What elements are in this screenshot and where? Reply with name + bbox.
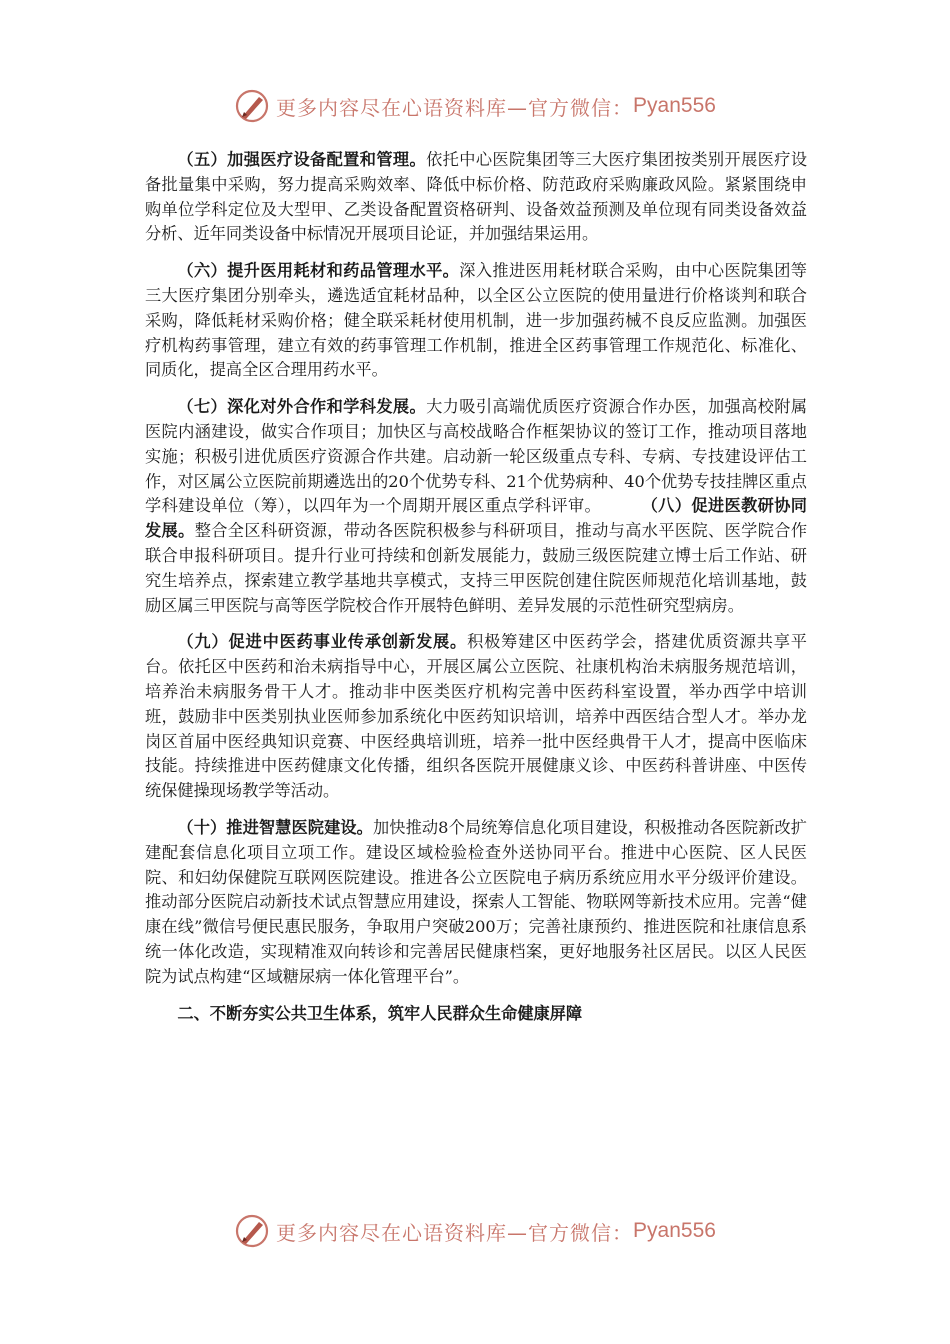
paragraph-8-heading: （八）促进医教研协同发展。	[145, 496, 807, 541]
paragraph-7-body: 大力吸引高端优质医疗资源合作办医，加强高校附属医院内涵建设，做实合作项目；加快区与高校战略合作框架协议的签订工作，推动项目落地实施；积极引进优质医疗资源合作共建。启动新一轮区级重点专科、专病、专技建设评估工作，对区属公立医院前期遴选出的20个优势专科、21个优势病种、40个优势专技挂牌区重点学科建设单位（筹），以四年为一个周期开展区重点学科评审。	[145, 397, 808, 516]
paragraph-7-heading: （七）深化对外合作和学科发展。	[177, 397, 427, 417]
section-heading: 二、不断夯实公共卫生体系，筑牢人民群众生命健康屏障	[177, 1003, 583, 1023]
watermark-text: 更多内容尽在心语资料库—官方微信：	[276, 95, 634, 120]
paragraph-5	[145, 148, 807, 247]
watermark-footer	[0, 1211, 950, 1251]
paragraph-10	[145, 816, 807, 990]
paragraph-9-heading: （九）促进中医药事业传承创新发展。	[177, 632, 468, 652]
paragraph-9	[145, 630, 807, 804]
pen-logo-icon	[234, 1213, 270, 1249]
watermark-text: 更多内容尽在心语资料库—官方微信：	[276, 1220, 634, 1245]
watermark-handle: Pyan556	[633, 94, 716, 117]
paragraph-10-body: 加快推动8个局统筹信息化项目建设，积极推动各医院新改扩建配套信息化项目立项工作。建设区域检验检查外送协同平台。推进中心医院、区人民医院、和妇幼保健院互联网医院建设。推进各公立医院电子病历系统应用水平分级评价建设。推动部分医院启动新技术试点智慧应用建设，探索人工智能、物联网等新技术应用。完善“健康在线”微信号便民惠民服务，争取用户突破200万；完善社康预约、推进医院和社康信息系统一体化改造，实现精准双向转诊和完善居民健康档案，更好地服务社区居民。以区人民医院为试点构建“区域糖尿病一体化管理平台”。	[145, 817, 807, 986]
paragraph-7	[145, 395, 807, 618]
watermark-handle: Pyan556	[633, 1219, 716, 1242]
pen-logo-icon	[234, 88, 270, 124]
paragraph-5-body: 依托中心医院集团等三大医疗集团按类别开展医疗设备批量集中采购，努力提高采购效率、降低中标价格、防范政府采购廉政风险。紧紧围绕申购单位学科定位及大型甲、乙类设备配置资格研判、设备效益预测及单位现有同类设备效益分析、近年同类设备中标情况开展项目论证，并加强结果运用。	[145, 150, 808, 244]
paragraph-10-heading: （十）推进智慧医院建设。	[177, 817, 373, 837]
document-body	[145, 148, 807, 1026]
paragraph-6-heading: （六）提升医用耗材和药品管理水平。	[177, 261, 460, 281]
paragraph-6	[145, 259, 807, 383]
paragraph-6-body: 深入推进医用耗材联合采购，由中心医院集团等三大医疗集团分别牵头，遴选适宜耗材品种，以全区公立医院的使用量进行价格谈判和联合采购，降低耗材采购价格；健全联采耗材使用机制，进一步加强药械不良反应监测。加强医疗机构药事管理，建立有效的药事管理工作机制，推进全区药事管理工作规范化、标准化、同质化，提高全区合理用药水平。	[145, 261, 807, 380]
watermark-header	[0, 86, 950, 126]
paragraph-5-heading: （五）加强医疗设备配置和管理。	[177, 150, 427, 169]
paragraph-9-body: 积极筹建区中医药学会，搭建优质资源共享平台。依托区中医药和治未病指导中心，开展区属公立医院、社康机构治未病服务规范培训，培养治未病服务骨干人才。推动非中医类医疗机构完善中医药科室设置，举办西学中培训班，鼓励非中医类别执业医师参加系统化中医药知识培训，培养中西医结合型人才。举办龙岗区首届中医经典知识竞赛、中医经典培训班，培养一批中医经典骨干人才，提高中医临床技能。持续推进中医药健康文化传播，组织各医院开展健康义诊、中医药科普讲座、中医传统保健操现场教学等活动。	[145, 632, 807, 801]
paragraph-8-body: 整合全区科研资源，带动各医院积极参与科研项目，推动与高水平医院、医学院合作联合申报科研项目。提升行业可持续和创新发展能力，鼓励三级医院建立博士后工作站、研究生培养点，探索建立教学基地共享模式，支持三甲医院创建住院医师规范化培训基地，鼓励区属三甲医院与高等医学院校合作开展特色鲜明、差异发展的示范性研究型病房。	[145, 521, 808, 615]
